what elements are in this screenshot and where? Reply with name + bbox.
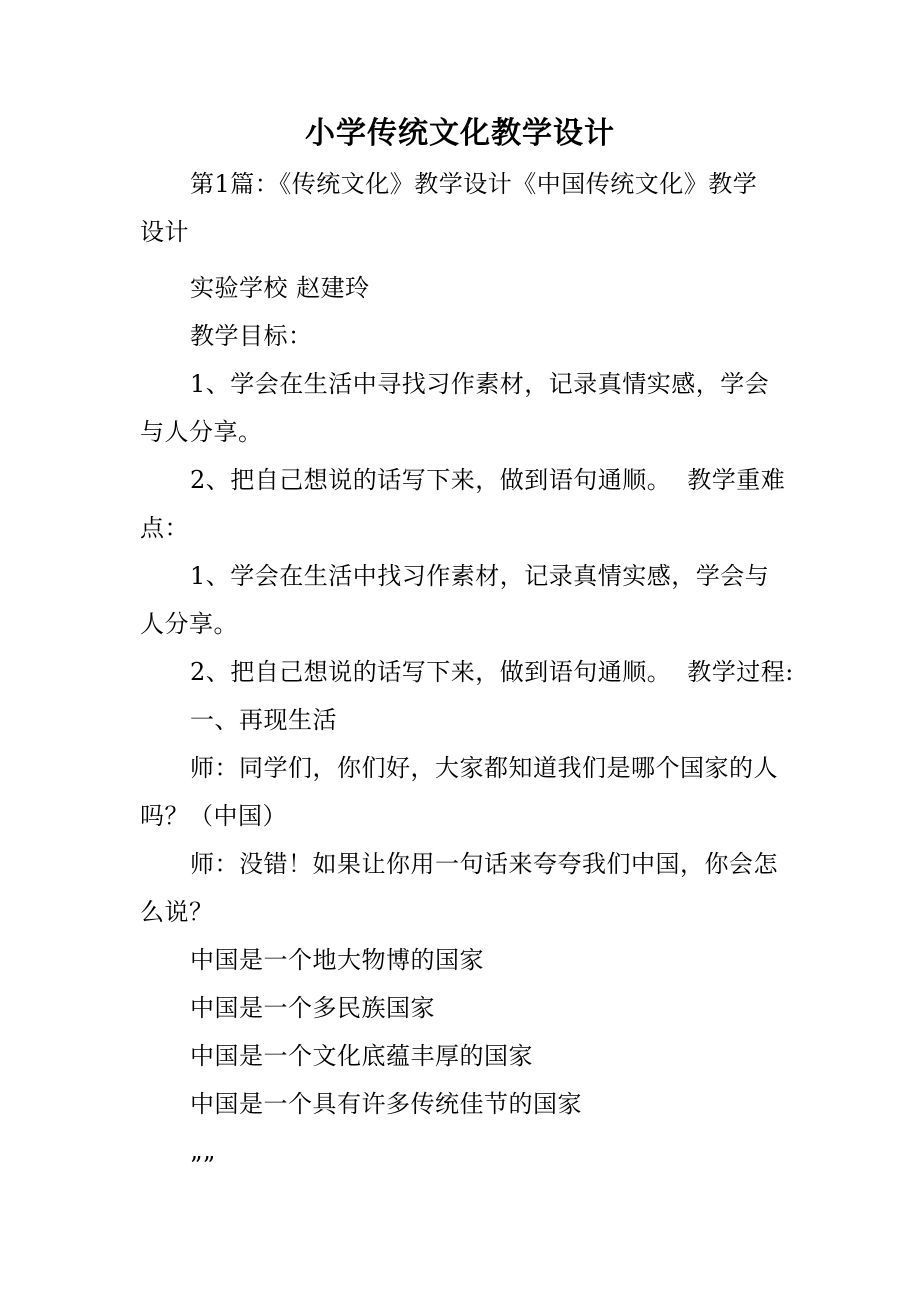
paragraph-line: 师：同学们，你们好，大家都知道我们是哪个国家的人	[190, 754, 778, 782]
paragraph-line: 与人分享。	[140, 418, 263, 446]
paragraph-key-point-1	[140, 552, 780, 648]
paragraph-answer-2	[140, 984, 780, 1032]
paragraph-line: 实验学校 赵建玲	[190, 274, 370, 302]
paragraph-line: 设计	[140, 218, 189, 246]
paragraph-line: 1、学会在生活中找习作素材，记录真情实感，学会与	[190, 562, 770, 590]
paragraph-objective-2	[140, 456, 786, 552]
paragraph-line: 一、再现生活	[190, 706, 337, 734]
paragraph-line: 中国是一个地大物博的国家	[190, 946, 484, 974]
paragraph-line: 中国是一个文化底蕴丰厚的国家	[190, 1042, 533, 1070]
paragraph-line: 1、学会在生活中寻找习作素材，记录真情实感，学会	[190, 370, 770, 398]
key-point-2-text: 2、把自己想说的话写下来，做到语句通顺。	[190, 658, 672, 686]
paragraph-line: 中国是一个多民族国家	[190, 994, 435, 1022]
process-heading: 教学过程:	[687, 658, 794, 686]
paragraph-section-1	[140, 696, 780, 744]
paragraph-line: 么说？	[140, 898, 214, 926]
paragraph-line: 点：	[140, 514, 189, 542]
document-title: 小学传统文化教学设计	[305, 116, 615, 151]
paragraph-line: ””	[190, 1152, 216, 1180]
paragraph-objective-1	[140, 360, 780, 456]
paragraph-line	[140, 456, 786, 504]
paragraph-line: 师：没错！如果让你用一句话来夸夸我们中国，你会怎	[190, 850, 778, 878]
paragraph-quote-marks	[140, 1142, 780, 1190]
paragraph-line: 教学目标：	[190, 322, 313, 350]
paragraph-teacher-question-1	[140, 744, 780, 840]
paragraph-answer-4	[140, 1080, 780, 1128]
key-points-heading: 教学重难	[687, 466, 786, 494]
paragraph-objectives-heading	[140, 312, 780, 360]
paragraph-teacher-question-2	[140, 840, 780, 936]
paragraph-line: 人分享。	[140, 610, 238, 638]
paragraph-line: 中国是一个具有许多传统佳节的国家	[190, 1090, 582, 1118]
paragraph-answer-1	[140, 936, 780, 984]
paragraph-line	[140, 648, 794, 696]
paragraph-line: 吗？（中国）	[140, 802, 287, 830]
paragraph-chapter-heading	[140, 160, 780, 256]
paragraph-answer-3	[140, 1032, 780, 1080]
objective-2-text: 2、把自己想说的话写下来，做到语句通顺。	[190, 466, 672, 494]
paragraph-author	[140, 264, 780, 312]
paragraph-key-point-2	[140, 648, 794, 696]
paragraph-line: 第1篇：《传统文化》教学设计《中国传统文化》教学	[190, 170, 758, 198]
